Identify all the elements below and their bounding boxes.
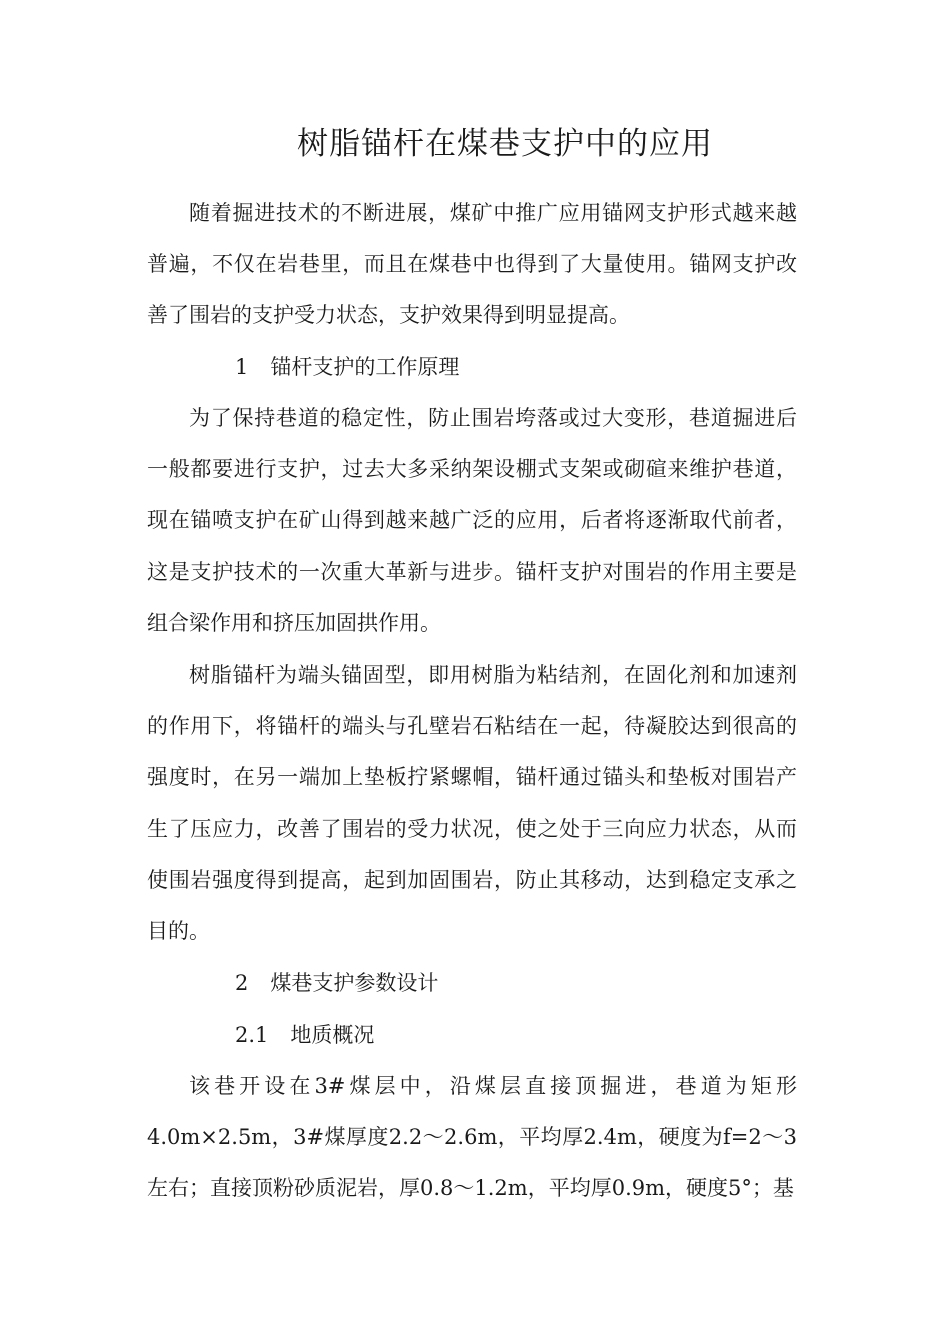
section-1-heading — [235, 342, 459, 393]
section-2-1-number: 2.1 — [235, 1023, 269, 1047]
section-2-1-paragraph: 该巷开设在3#煤层中，沿煤层直接顶掘进，巷道为矩形4.0m×2.5m，3#煤厚度2.2～2.6m，平均厚2.4m，硬度为f=2～3左右；直接顶粉砂质泥岩，厚0.8～1.2m，平均厚0.9m，硬度5°；基 — [147, 1074, 797, 1201]
section-2-heading — [235, 958, 438, 1009]
section-2-number: 2 — [235, 971, 249, 995]
intro-paragraph: 随着掘进技术的不断进展，煤矿中推广应用锚网支护形式越来越普遍，不仅在岩巷里，而且在煤巷中也得到了大量使用。锚网支护改善了围岩的支护受力状态，支护效果得到明显提高。 — [147, 201, 797, 328]
section-1-number: 1 — [235, 355, 249, 379]
section-2-1-heading — [235, 1010, 374, 1061]
section-2-title: 煤巷支护参数设计 — [270, 971, 439, 995]
document-title: 树脂锚杆在煤巷支护中的应用 — [297, 126, 713, 162]
section-1-paragraph-1: 为了保持巷道的稳定性，防止围岩垮落或过大变形，巷道掘进后一般都要进行支护，过去大多采纳架设棚式支架或砌碹来维护巷道，现在锚喷支护在矿山得到越来越广泛的应用，后者将逐渐取代前者，这是支护技术的一次重大革新与进步。锚杆支护对围岩的作用主要是组合梁作用和挤压加固拱作用。 — [147, 406, 797, 635]
section-1-title: 锚杆支护的工作原理 — [270, 355, 460, 379]
section-2-1-title: 地质概况 — [290, 1023, 375, 1047]
section-1-paragraph-2: 树脂锚杆为端头锚固型，即用树脂为粘结剂，在固化剂和加速剂的作用下，将锚杆的端头与孔壁岩石粘结在一起，待凝胶达到很高的强度时，在另一端加上垫板拧紧螺帽，锚杆通过锚头和垫板对围岩产生了压应力，改善了围岩的受力状况，使之处于三向应力状态，从而使围岩强度得到提高，起到加固围岩，防止其移动，达到稳定支承之目的。 — [147, 663, 797, 944]
